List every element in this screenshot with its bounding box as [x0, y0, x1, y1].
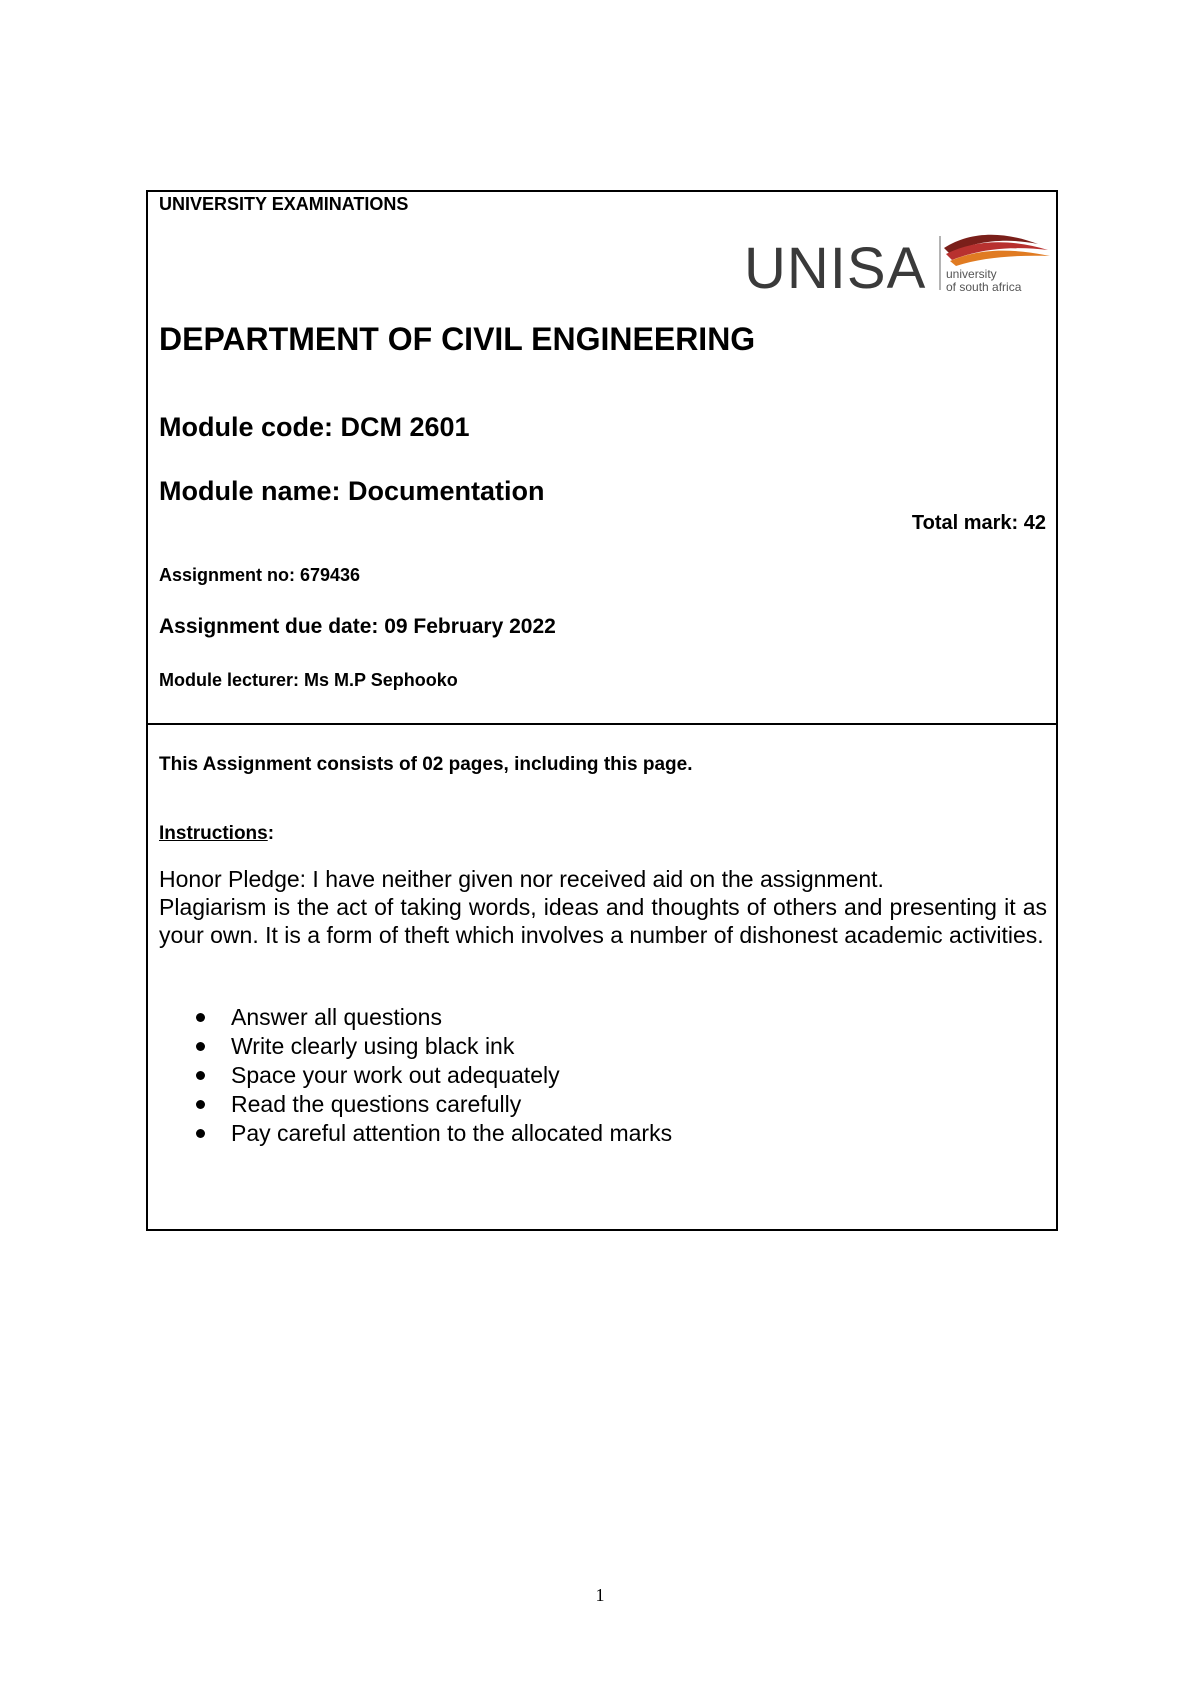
- list-item: Answer all questions: [159, 1003, 1039, 1032]
- instructions-section: [148, 725, 1056, 1229]
- list-item: Space your work out adequately: [159, 1061, 1039, 1090]
- assignment-due-date: Assignment due date: 09 February 2022: [159, 615, 556, 638]
- instructions-body: [159, 865, 1047, 949]
- unisa-logo: [744, 228, 1054, 296]
- list-item: Pay careful attention to the allocated marks: [159, 1119, 1039, 1148]
- logo-wordmark: UNISA: [744, 236, 927, 296]
- logo-tagline-line1: university: [946, 267, 997, 281]
- list-item: Write clearly using black ink: [159, 1032, 1039, 1061]
- module-lecturer: Module lecturer: Ms M.P Sephooko: [159, 670, 458, 690]
- total-mark: Total mark: 42: [911, 512, 1046, 534]
- assignment-number: Assignment no: 679436: [159, 565, 361, 585]
- instruction-bullets: [159, 1003, 1039, 1148]
- cover-frame: [146, 190, 1058, 1231]
- list-item: Read the questions carefully: [159, 1090, 1039, 1119]
- module-name: Module name: Documentation: [159, 476, 545, 506]
- honor-pledge: Honor Pledge: I have neither given nor received aid on the assignment.: [159, 866, 884, 892]
- logo-tagline-line2: of south africa: [946, 280, 1022, 294]
- plagiarism-statement: Plagiarism is the act of taking words, ideas and thoughts of others and presenting it as your own. It is a form of theft which involves a number of dishonest academic activities.: [159, 894, 1047, 948]
- cover-header-section: [148, 192, 1056, 725]
- instructions-label: Instructions: [159, 823, 268, 844]
- instructions-colon: :: [267, 823, 275, 844]
- pages-note: This Assignment consists of 02 pages, including this page.: [159, 754, 693, 775]
- module-code: Module code: DCM 2601: [159, 412, 470, 442]
- department-title: DEPARTMENT OF CIVIL ENGINEERING: [159, 321, 756, 357]
- exam-label: UNIVERSITY EXAMINATIONS: [159, 194, 409, 214]
- instructions-heading: [159, 823, 274, 845]
- page-number: 1: [595, 1585, 605, 1605]
